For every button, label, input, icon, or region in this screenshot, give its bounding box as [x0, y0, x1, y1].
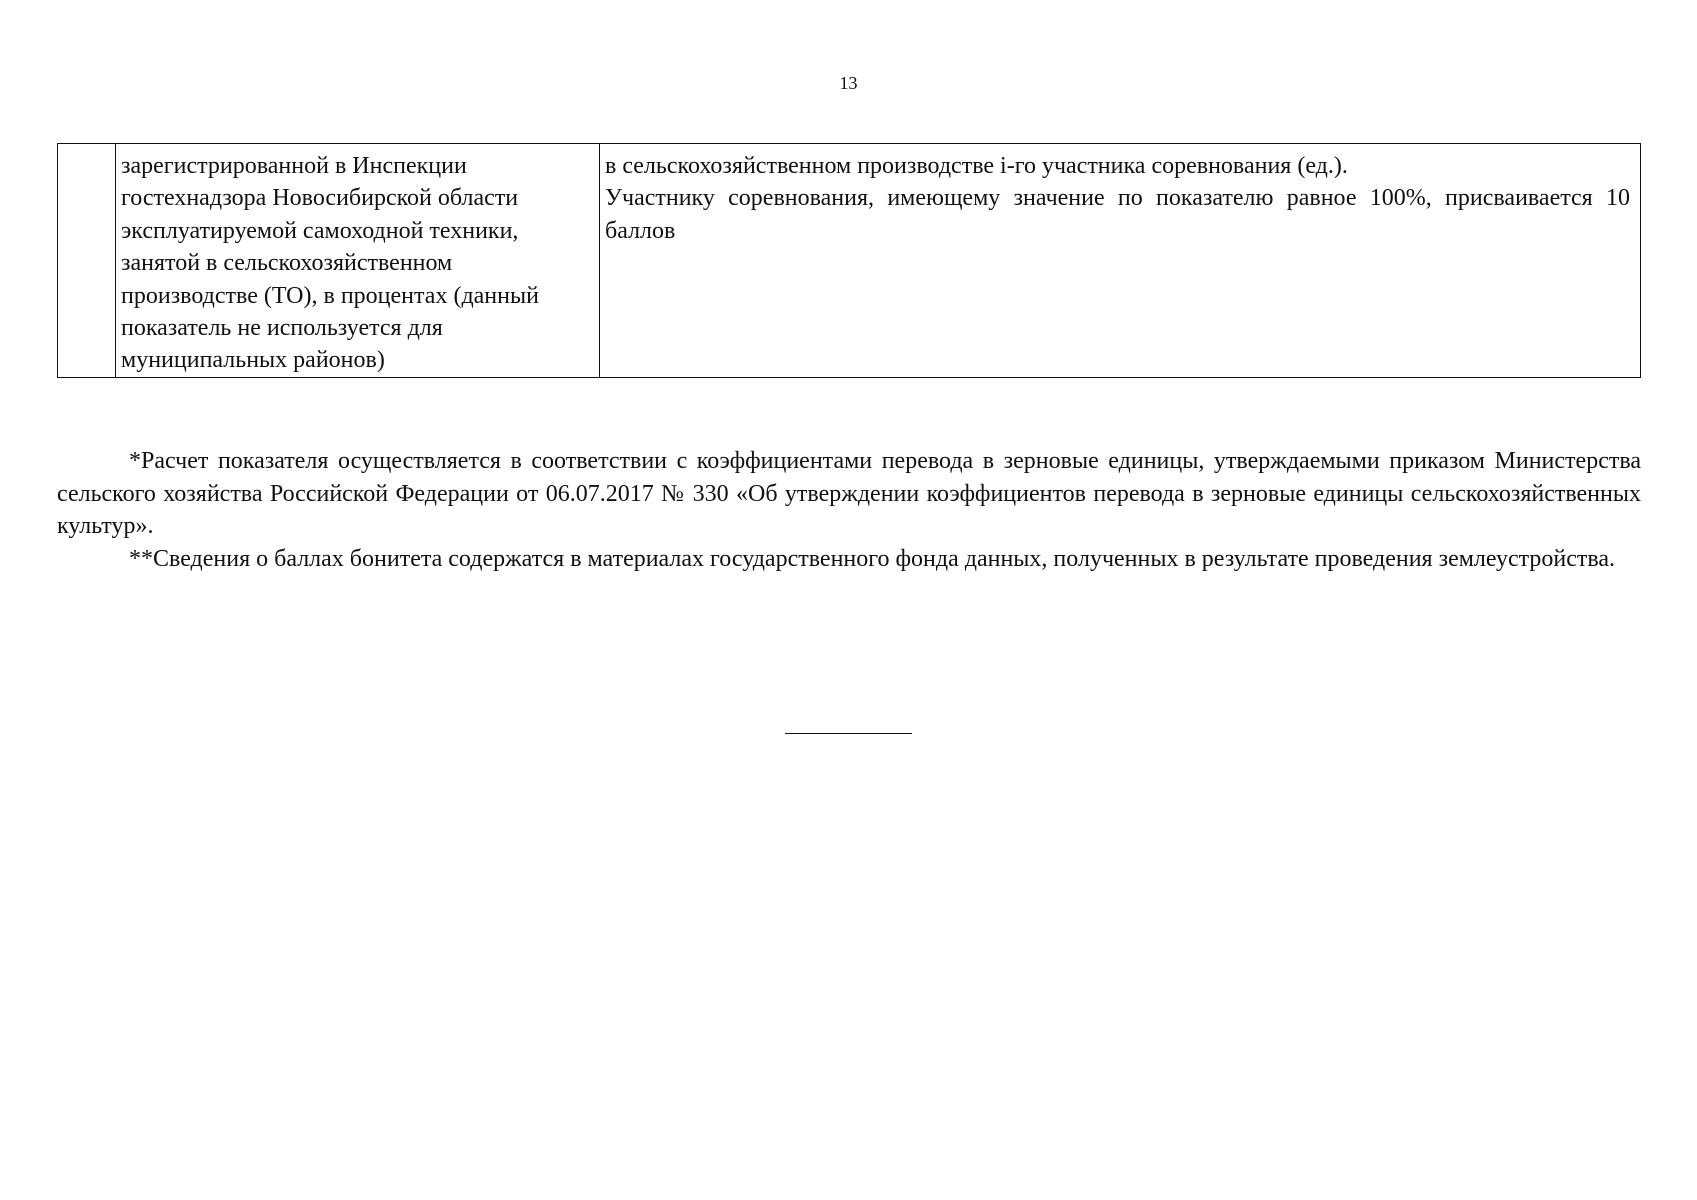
- description-line: в сельскохозяйственном производстве i-го участника соревнования (ед.).: [605, 153, 1348, 179]
- indicator-table: [57, 143, 1641, 378]
- indicator-name-cell: зарегистрированной в Инспекции гостехнадзора Новосибирской области эксплуатируемой самоходной техники, занятой в сельскохозяйственном производстве (ТО), в процентах (данный показатель не используется для муниципальных районов): [116, 144, 600, 378]
- footnote-grain-units: *Расчет показателя осуществляется в соответствии с коэффициентами перевода в зерновые единицы, утверждаемыми приказом Министерства сельского хозяйства Российской Федерации от 06.07.2017 № 330 «Об утверждении коэффициентов перевода в зерновые единицы сельскохозяйственных культур».: [57, 448, 1641, 540]
- row-number-cell: [58, 144, 116, 378]
- footnote-bonitet: **Сведения о баллах бонитета содержатся в материалах государственного фонда данных, полученных в результате проведения землеустройства.: [129, 545, 1616, 572]
- description-text: Участнику соревнования, имеющему значение по показателю равное 100%, присваивается 10 баллов: [605, 185, 1630, 244]
- indicator-description-cell: [600, 144, 1641, 378]
- end-of-document-rule: [785, 733, 912, 734]
- table-row: [58, 144, 1641, 378]
- footnotes: [57, 445, 1641, 575]
- page-number: 13: [839, 73, 858, 93]
